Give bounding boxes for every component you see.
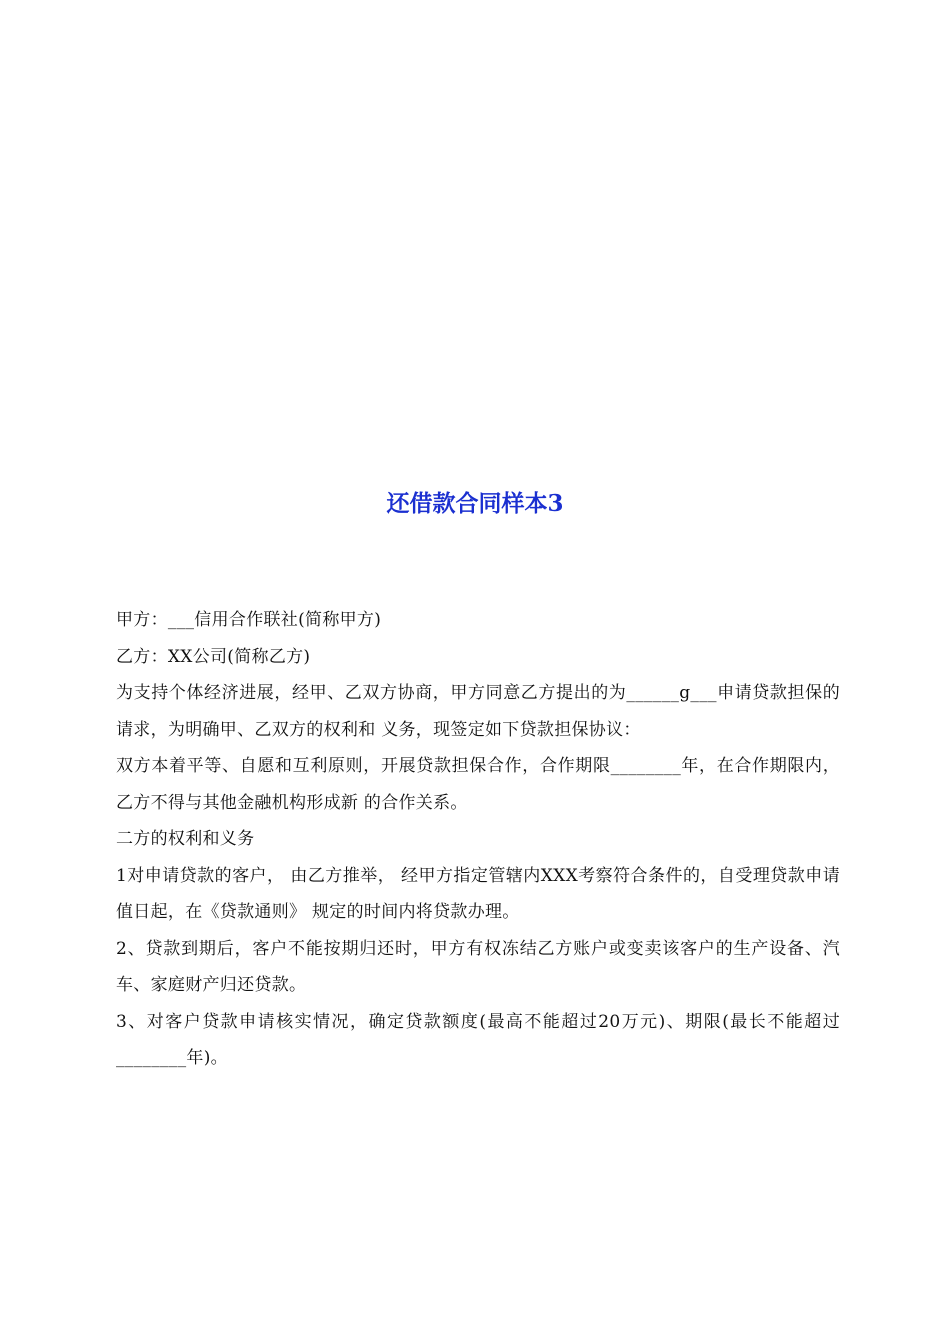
section-heading-rights: 二方的权利和义务	[116, 829, 255, 849]
preamble-paragraph: 为支持个体经济进展，经甲、乙双方协商，甲方同意乙方提出的为______g___申请贷款担保的请求，为明确甲、乙双方的权利和 义务，现签定如下贷款担保协议：	[116, 683, 840, 740]
document-body	[116, 602, 840, 1077]
party-b-line: 乙方：XX公司(简称乙方)	[116, 646, 311, 667]
party-a-line: 甲方：___信用合作联社(简称甲方)	[116, 610, 382, 630]
clause-2: 2、贷款到期后，客户不能按期归还时，甲方有权冻结乙方账户或变卖该客户的生产设备、汽车、家庭财产归还贷款。	[116, 938, 840, 995]
cooperation-term-paragraph: 双方本着平等、自愿和互利原则，开展贷款担保合作，合作期限________年，在合作期限内，乙方不得与其他金融机构形成新 的合作关系。	[116, 756, 840, 813]
clause-1: 1对申请贷款的客户， 由乙方推举， 经甲方指定管辖内XXX考察符合条件的，自受理贷款申请值日起，在《贷款通则》 规定的时间内将贷款办理。	[116, 865, 840, 922]
clause-3: 3、对客户贷款申请核实情况，确定贷款额度(最高不能超过20万元)、期限(最长不能超过________年)。	[116, 1011, 840, 1068]
document-title: 还借款合同样本3	[386, 490, 564, 517]
